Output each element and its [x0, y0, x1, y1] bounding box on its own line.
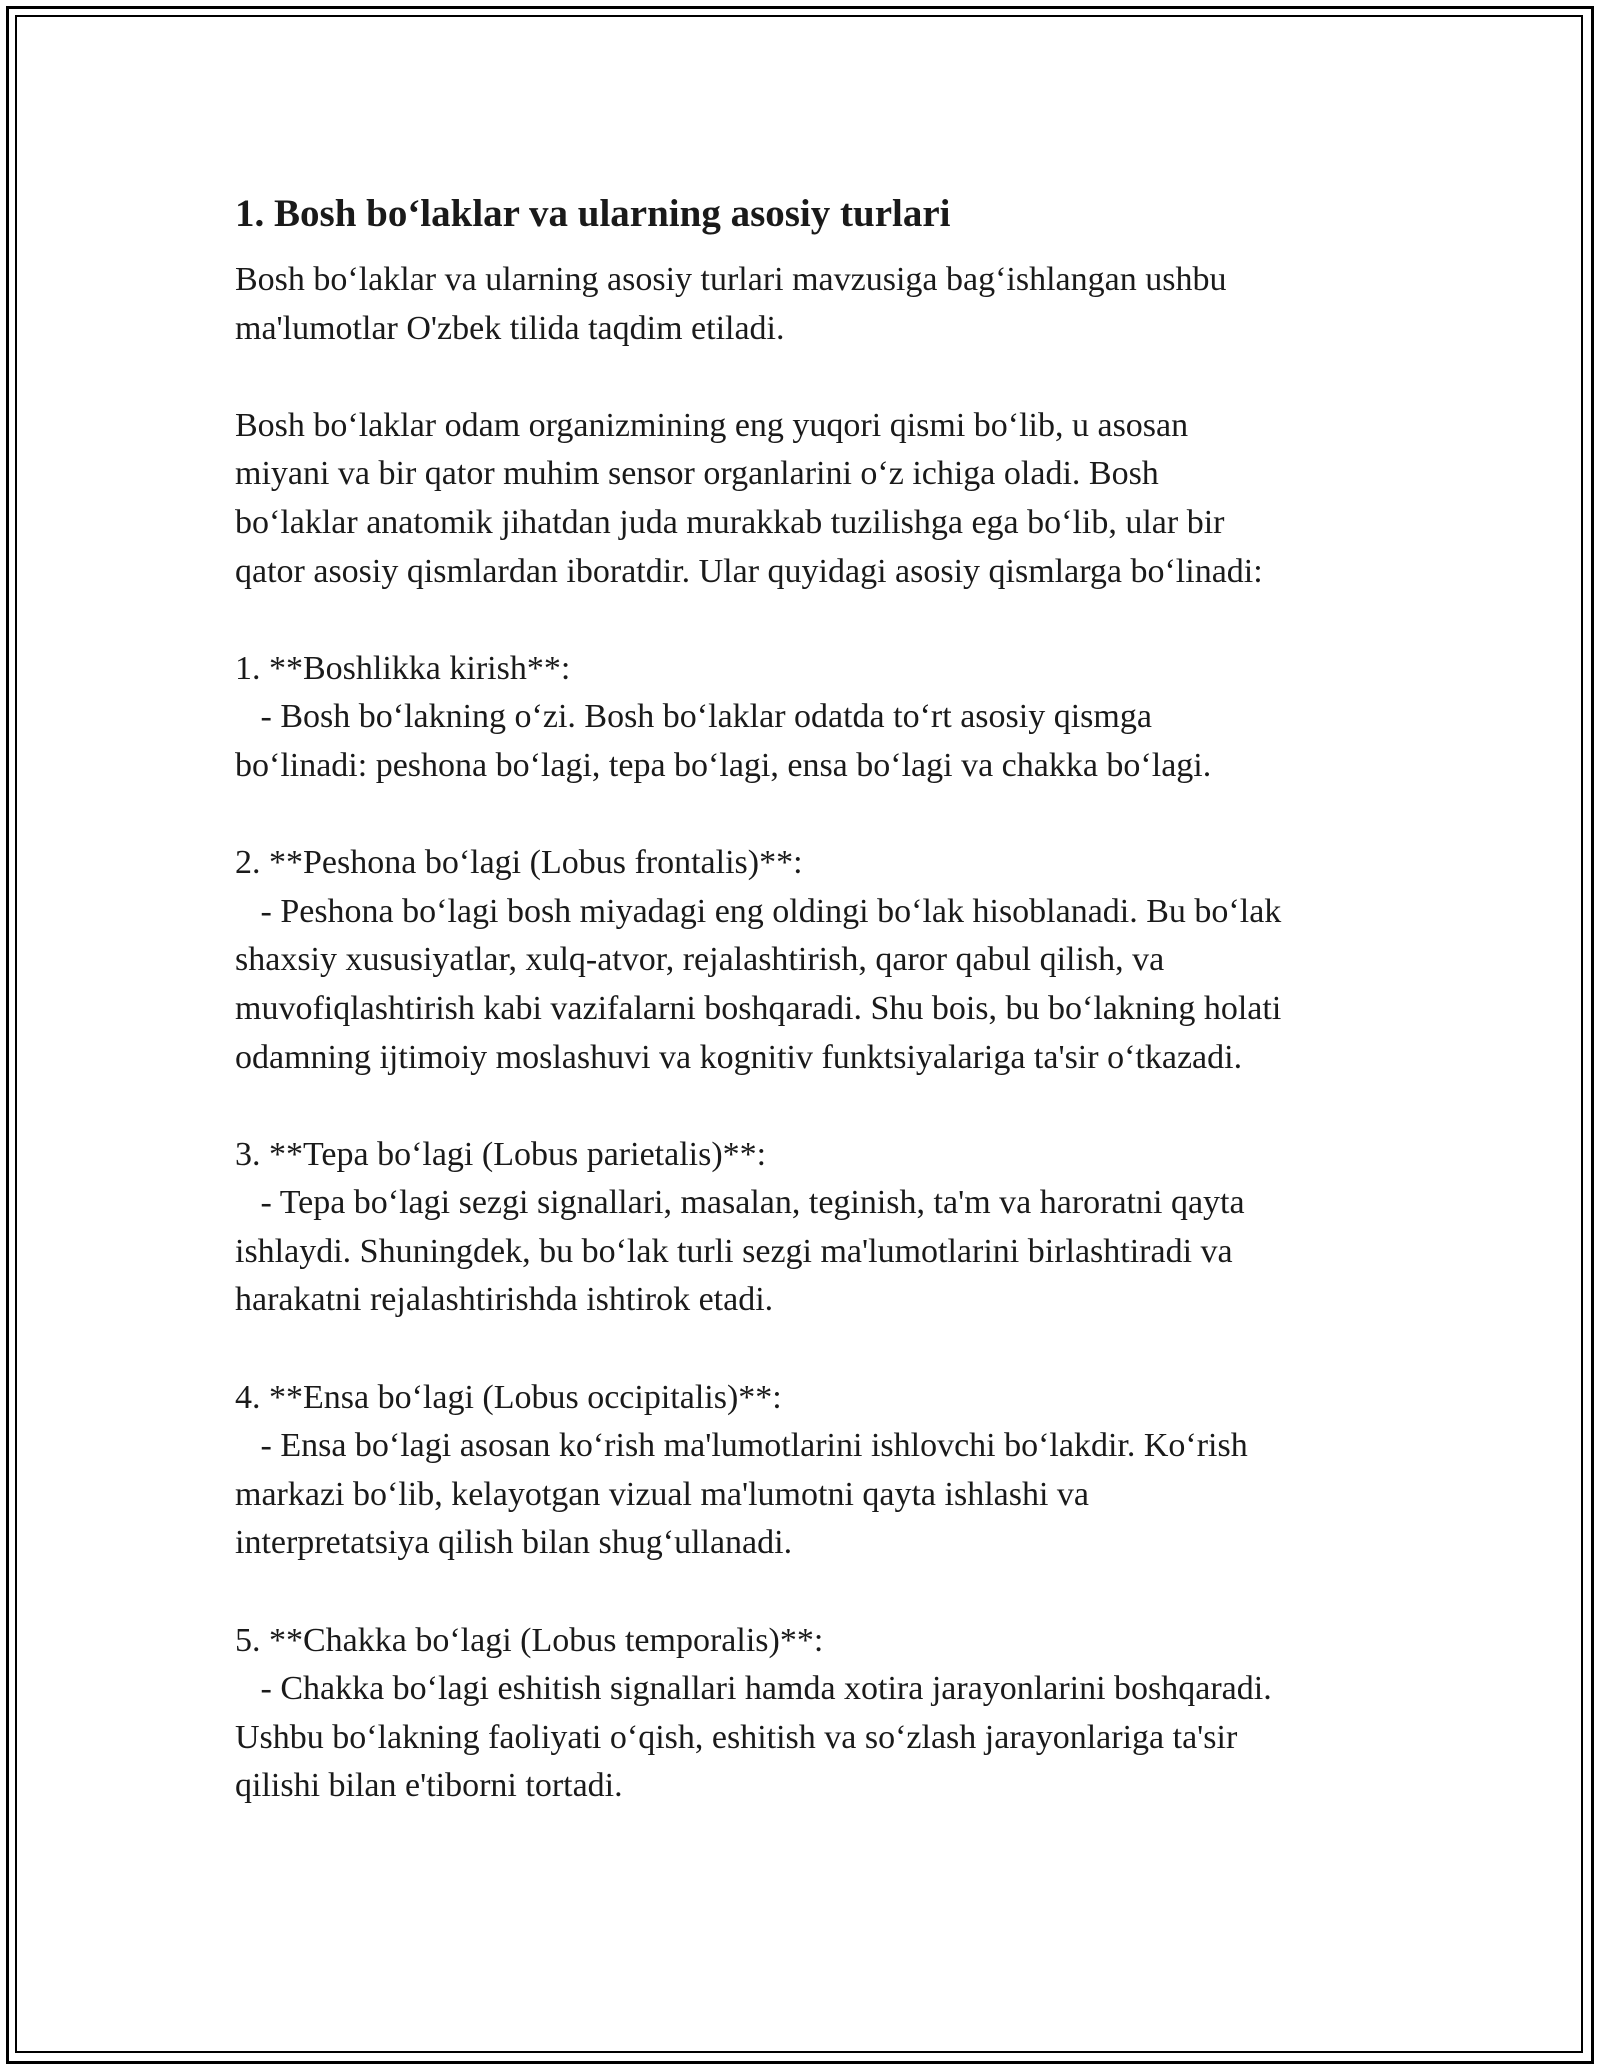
section-body: - Peshona bo‘lagi bosh miyadagi eng oldingi bo‘lak hisoblanadi. Bu bo‘lak shaxsiy xususiyatlar, xulq-atvor, rejalashtirish, qaror qabul qilish, va muvofiqlashtirish kabi vazifalarni boshqaradi. Shu bois, bu bo‘lakning holati odamning ijtimoiy moslashuvi va kognitiv funktsiyalariga ta'sir o‘tkazadi.: [235, 892, 1282, 1076]
section-body: - Tepa bo‘lagi sezgi signallari, masalan, teginish, ta'm va haroratni qayta ishlaydi. Shuningdek, bu bo‘lak turli sezgi ma'lumotlarini birlashtiradi va harakatni rejalashtirishda ishtirok etadi.: [235, 1184, 1245, 1319]
paragraph-gap: [235, 353, 1385, 402]
section-heading: 1. **Boshlikka kirish**:: [235, 649, 571, 687]
section-boshlikka-kirish: [235, 645, 1385, 791]
document-body: [235, 180, 1385, 1811]
paragraph-gap: [235, 1325, 1385, 1374]
section-body: - Bosh bo‘lakning o‘zi. Bosh bo‘laklar odatda to‘rt asosiy qismga bo‘linadi: peshona bo‘lagi, tepa bo‘lagi, ensa bo‘lagi va chakka bo‘lagi.: [235, 698, 1212, 784]
document-title: 1. Bosh bo‘laklar va ularning asosiy turlari: [235, 192, 951, 235]
section-heading: 4. **Ensa bo‘lagi (Lobus occipitalis)**:: [235, 1378, 782, 1416]
intro-paragraph: Bosh bo‘laklar va ularning asosiy turlari mavzusiga bag‘ishlangan ushbu ma'lumotlar O'zbek tilida taqdim etiladi.: [235, 261, 1227, 347]
overview-paragraph: Bosh bo‘laklar odam organizmining eng yuqori qismi bo‘lib, u asosan miyani va bir qator muhim sensor organlarini o‘z ichiga oladi. Bosh bo‘laklar anatomik jihatdan juda murakkab tuzilishga ega bo‘lib, ular bir qator asosiy qismlardan iboratdir. Ular quyidagi asosiy qismlarga bo‘linadi:: [235, 406, 1263, 590]
section-body: - Chakka bo‘lagi eshitish signallari hamda xotira jarayonlarini boshqaradi. Ushbu bo‘lakning faoliyati o‘qish, eshitish va so‘zlash jarayonlariga ta'sir qilishi bilan e'tiborni tortadi.: [235, 1670, 1272, 1805]
paragraph-gap: [235, 1082, 1385, 1131]
paragraph-gap: [235, 1568, 1385, 1617]
section-heading: 2. **Peshona bo‘lagi (Lobus frontalis)**:: [235, 844, 803, 882]
section-heading: 3. **Tepa bo‘lagi (Lobus parietalis)**:: [235, 1135, 767, 1173]
section-ensa-bolagi: [235, 1374, 1385, 1568]
section-heading: 5. **Chakka bo‘lagi (Lobus temporalis)**:: [235, 1621, 824, 1659]
section-peshona-bolagi: [235, 839, 1385, 1082]
section-chakka-bolagi: [235, 1617, 1385, 1811]
paragraph-gap: [235, 596, 1385, 645]
section-body: - Ensa bo‘lagi asosan ko‘rish ma'lumotlarini ishlovchi bo‘lakdir. Ko‘rish markazi bo‘lib, kelayotgan vizual ma'lumotni qayta ishlashi va interpretatsiya qilish bilan shug‘ullanadi.: [235, 1427, 1248, 1562]
section-tepa-bolagi: [235, 1131, 1385, 1325]
paragraph-gap: [235, 791, 1385, 840]
